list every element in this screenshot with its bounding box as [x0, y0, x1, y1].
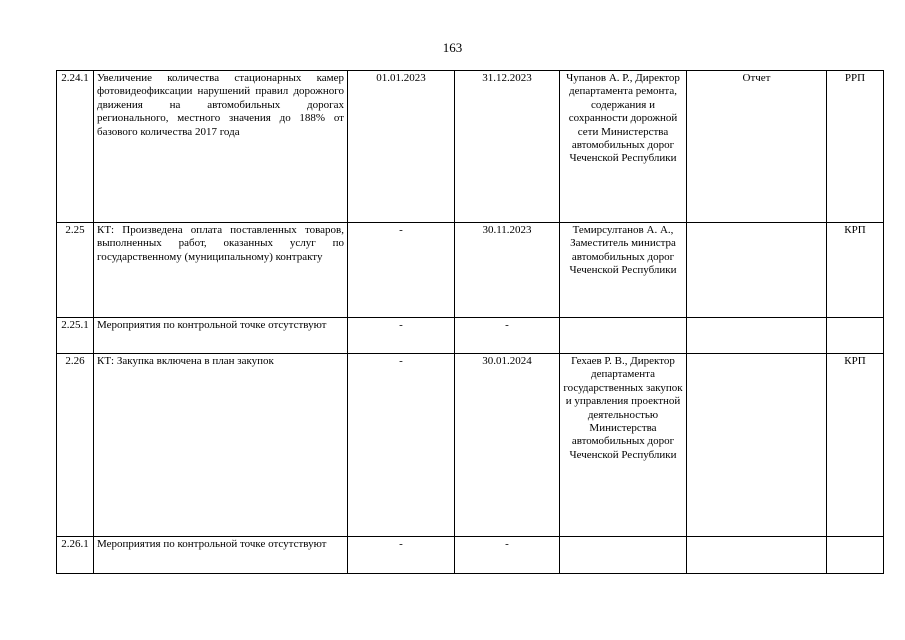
row-control-level: КРП: [827, 223, 884, 318]
page-number: 163: [442, 40, 463, 55]
row-document: Отчет: [687, 71, 827, 223]
row-end-date: 30.11.2023: [455, 223, 560, 318]
row-description: Мероприятия по контрольной точке отсутствуют: [94, 537, 348, 574]
row-start-date: -: [348, 354, 455, 537]
plan-table: [56, 70, 884, 574]
row-number: 2.25: [57, 223, 94, 318]
row-responsible: [560, 318, 687, 354]
row-responsible: Чупанов А. Р., Директор департамента ремонта, содержания и сохранности дорожной сети Министерства автомобильных дорог Чеченской Республики: [560, 71, 687, 223]
row-end-date: 30.01.2024: [455, 354, 560, 537]
row-control-level: РРП: [827, 71, 884, 223]
row-responsible: [560, 537, 687, 574]
row-start-date: -: [348, 223, 455, 318]
row-description: КТ: Произведена оплата поставленных товаров, выполненных работ, оказанных услуг по государственному (муниципальному) контракту: [94, 223, 348, 318]
row-end-date: -: [455, 537, 560, 574]
row-start-date: 01.01.2023: [348, 71, 455, 223]
row-end-date: 31.12.2023: [455, 71, 560, 223]
table-row: [57, 354, 884, 537]
table-row: [57, 537, 884, 574]
row-document: [687, 537, 827, 574]
row-responsible: Гехаев Р. В., Директор департамента государственных закупок и управления проектной деятельностью Министерства автомобильных дорог Чеченской Республики: [560, 354, 687, 537]
table-row: [57, 318, 884, 354]
row-control-level: [827, 537, 884, 574]
row-start-date: -: [348, 318, 455, 354]
row-responsible: Темирсултанов А. А., Заместитель министра автомобильных дорог Чеченской Республики: [560, 223, 687, 318]
table-row: [57, 223, 884, 318]
row-number: 2.26.1: [57, 537, 94, 574]
row-description: Мероприятия по контрольной точке отсутствуют: [94, 318, 348, 354]
table-row: [57, 71, 884, 223]
row-start-date: -: [348, 537, 455, 574]
row-number: 2.24.1: [57, 71, 94, 223]
row-document: [687, 354, 827, 537]
row-document: [687, 223, 827, 318]
row-description: Увеличение количества стационарных камер фотовидеофиксации нарушений правил дорожного движения на автомобильных дорогах регионального, местного значения до 188% от базового количества 2017 года: [94, 71, 348, 223]
row-control-level: КРП: [827, 354, 884, 537]
row-end-date: -: [455, 318, 560, 354]
row-number: 2.25.1: [57, 318, 94, 354]
row-description: КТ: Закупка включена в план закупок: [94, 354, 348, 537]
row-control-level: [827, 318, 884, 354]
row-document: [687, 318, 827, 354]
row-number: 2.26: [57, 354, 94, 537]
